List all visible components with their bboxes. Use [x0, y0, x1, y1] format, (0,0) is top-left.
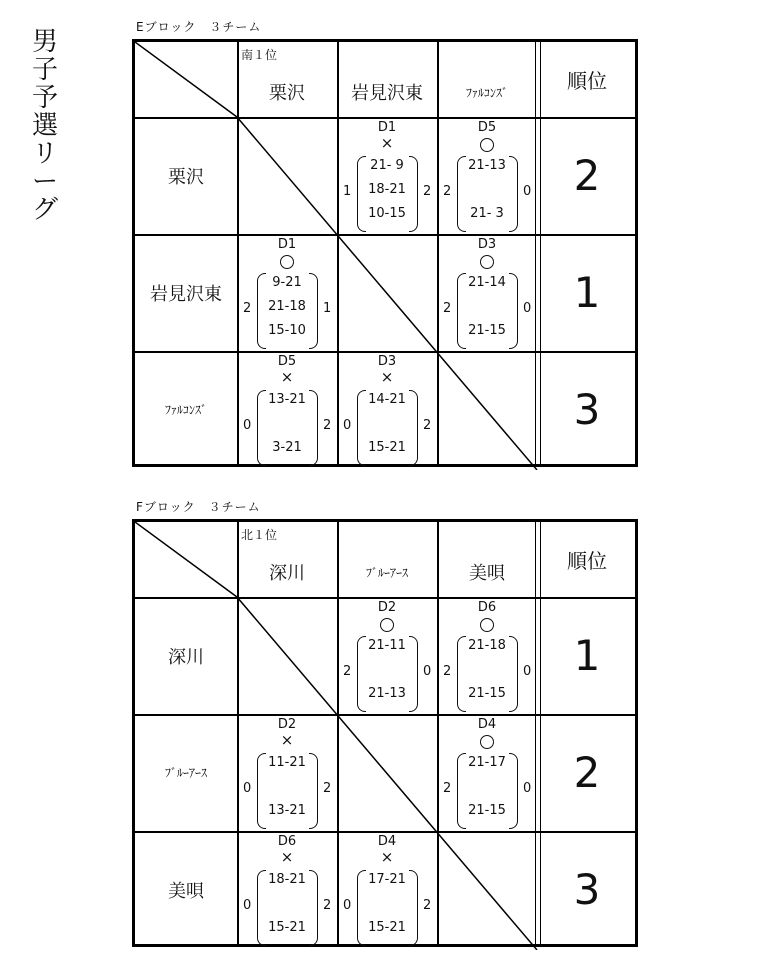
sets-won-right: 0 [523, 664, 532, 679]
match-cell [437, 598, 537, 714]
sets-won-right: 2 [323, 418, 332, 433]
win-circle-icon [280, 255, 294, 269]
row-header-team: 岩見沢東 [150, 283, 222, 305]
match-cell [337, 118, 437, 234]
game-score: 9-21 [272, 275, 302, 290]
sets-won-right: 0 [423, 664, 432, 679]
game-score: 21- 9 [370, 158, 404, 173]
game-score: 21-15 [468, 323, 506, 338]
match-cell [237, 352, 337, 468]
column-header-team: 美唄 [469, 563, 505, 584]
match-code: D3 [377, 354, 397, 369]
match-cell [437, 118, 537, 234]
match-code: D6 [477, 600, 497, 615]
block-label: Fブロック ３チーム [136, 500, 261, 514]
sets-won-left: 1 [343, 184, 352, 199]
match-cell [337, 352, 437, 468]
match-code: D3 [477, 237, 497, 252]
column-header-team: ﾌﾞﾙｰｱｰｽ [365, 565, 408, 580]
sets-won-right: 1 [323, 301, 332, 316]
match-cell [337, 832, 437, 948]
sets-won-right: 0 [523, 781, 532, 796]
loss-mark: × [280, 848, 294, 866]
rank-value: 3 [573, 385, 601, 434]
rank-value: 3 [573, 865, 601, 914]
game-score: 18-21 [368, 182, 406, 197]
match-code: D5 [277, 354, 297, 369]
win-circle-icon [380, 618, 394, 632]
loss-mark: × [380, 368, 394, 386]
row-header-team: 栗沢 [168, 166, 204, 188]
game-score: 15-10 [268, 323, 306, 338]
column-header-team: 深川 [269, 563, 305, 584]
game-score: 21-18 [268, 299, 306, 314]
sets-won-right: 0 [523, 301, 532, 316]
game-score: 21-14 [468, 275, 506, 290]
sets-won-right: 2 [323, 781, 332, 796]
game-score: 15-21 [368, 440, 406, 455]
sets-won-left: 2 [443, 184, 452, 199]
match-code: D6 [277, 834, 297, 849]
game-score: 14-21 [368, 392, 406, 407]
game-score: 21-18 [468, 638, 506, 653]
sets-won-left: 0 [243, 418, 252, 433]
header-diagonal [135, 522, 237, 597]
match-cell [337, 598, 437, 714]
win-circle-icon [480, 255, 494, 269]
match-cell [437, 715, 537, 831]
rank-header: 順位 [567, 549, 607, 573]
sets-won-left: 0 [243, 781, 252, 796]
game-score: 11-21 [268, 755, 306, 770]
seed-note: 北１位 [241, 528, 278, 542]
game-score: 15-21 [268, 920, 306, 935]
game-score: 21-17 [468, 755, 506, 770]
match-code: D4 [477, 717, 497, 732]
win-circle-icon [480, 735, 494, 749]
game-score: 21-15 [468, 686, 506, 701]
sets-won-right: 2 [323, 898, 332, 913]
match-code: D1 [277, 237, 297, 252]
sets-won-left: 0 [243, 898, 252, 913]
loss-mark: × [380, 134, 394, 152]
rank-value: 1 [573, 268, 601, 317]
loss-mark: × [280, 368, 294, 386]
block-label: Eブロック ３チーム [136, 20, 262, 34]
match-code: D2 [377, 600, 397, 615]
column-header-team: 岩見沢東 [351, 83, 423, 104]
game-score: 10-15 [368, 206, 406, 221]
sets-won-left: 2 [443, 301, 452, 316]
league-table [132, 519, 638, 947]
rank-value: 2 [573, 748, 601, 797]
sets-won-left: 0 [343, 418, 352, 433]
rank-header: 順位 [567, 69, 607, 93]
game-score: 13-21 [268, 392, 306, 407]
game-score: 17-21 [368, 872, 406, 887]
header-diagonal [135, 42, 237, 117]
sets-won-left: 0 [343, 898, 352, 913]
column-header-team: ﾌｧﾙｺﾝｽﾞ [465, 85, 508, 100]
row-header-team: ﾌｧﾙｺﾝｽﾞ [164, 403, 207, 417]
match-code: D1 [377, 120, 397, 135]
match-code: D2 [277, 717, 297, 732]
loss-mark: × [380, 848, 394, 866]
match-cell [237, 235, 337, 351]
rank-value: 1 [573, 631, 601, 680]
row-header-team: ﾌﾞﾙｰｱｰｽ [164, 766, 207, 780]
match-code: D5 [477, 120, 497, 135]
column-header-team: 栗沢 [269, 83, 305, 104]
loss-mark: × [280, 731, 294, 749]
page-title: 男 子 予 選 リ ー グ [31, 27, 58, 225]
game-score: 15-21 [368, 920, 406, 935]
match-cell [237, 715, 337, 831]
game-score: 21-15 [468, 803, 506, 818]
game-score: 3-21 [272, 440, 302, 455]
game-score: 18-21 [268, 872, 306, 887]
match-cell [237, 832, 337, 948]
game-score: 21-11 [368, 638, 406, 653]
game-score: 21-13 [468, 158, 506, 173]
game-score: 21-13 [368, 686, 406, 701]
league-table [132, 39, 638, 467]
match-code: D4 [377, 834, 397, 849]
sets-won-right: 0 [523, 184, 532, 199]
sets-won-left: 2 [443, 664, 452, 679]
sets-won-right: 2 [423, 418, 432, 433]
sets-won-left: 2 [343, 664, 352, 679]
rank-value: 2 [573, 151, 601, 200]
sets-won-right: 2 [423, 898, 432, 913]
win-circle-icon [480, 618, 494, 632]
row-header-team: 美唄 [168, 880, 204, 902]
match-cell [437, 235, 537, 351]
sets-won-right: 2 [423, 184, 432, 199]
win-circle-icon [480, 138, 494, 152]
row-header-team: 深川 [168, 646, 204, 668]
sets-won-left: 2 [443, 781, 452, 796]
sets-won-left: 2 [243, 301, 252, 316]
game-score: 21- 3 [470, 206, 504, 221]
game-score: 13-21 [268, 803, 306, 818]
seed-note: 南１位 [241, 48, 278, 62]
